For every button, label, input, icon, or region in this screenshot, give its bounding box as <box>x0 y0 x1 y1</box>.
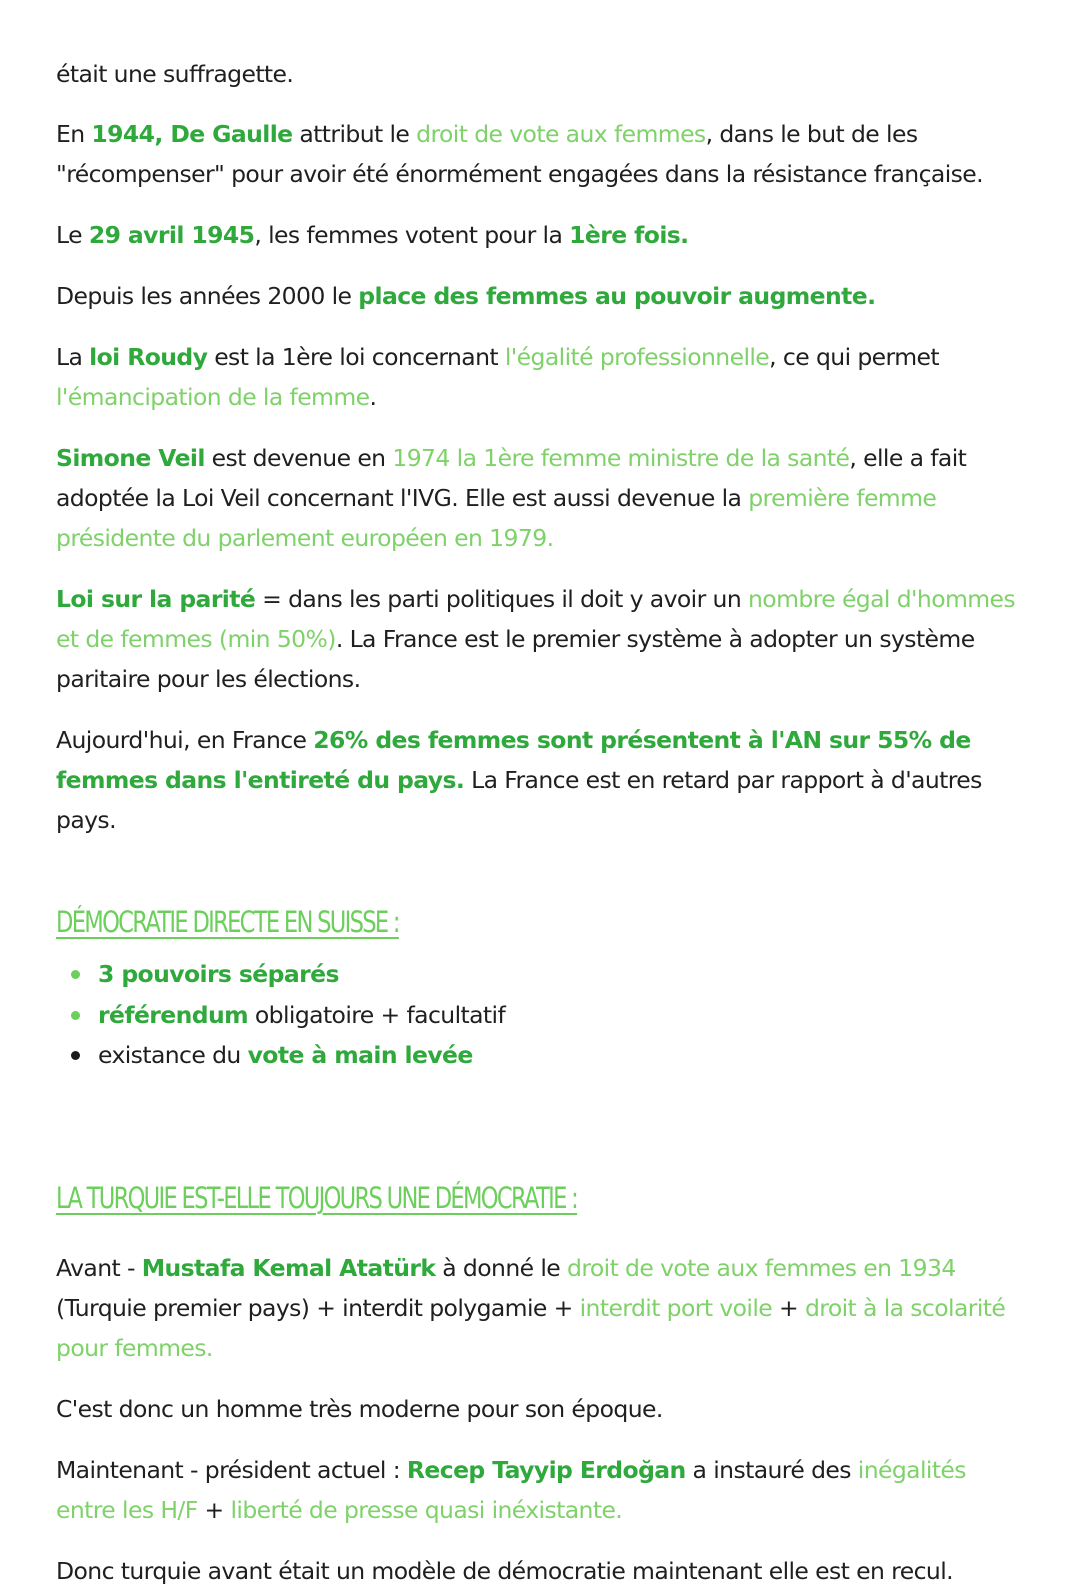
list-item <box>56 954 1031 995</box>
text: + <box>772 1293 805 1322</box>
bullet-icon <box>71 970 80 979</box>
highlight-liberte-presse: liberté de presse quasi inéxistante. <box>230 1495 623 1524</box>
highlight-scolarite: droit à la scolarité pour femmes. <box>56 1293 1006 1362</box>
text: Maintenant - président actuel : <box>56 1455 407 1484</box>
paragraph-ataturk <box>56 1248 1031 1368</box>
text: . La France est le premier système à adopter un système paritaire pour les élections. <box>56 625 975 693</box>
paragraph-erdogan <box>56 1450 1031 1530</box>
highlight-port-voile: interdit port voile <box>579 1293 773 1322</box>
highlight-loi-parite: Loi sur la parité <box>56 585 256 613</box>
text: Avant - <box>56 1253 142 1282</box>
heading-turquie: LA TURQUIE EST-ELLE TOUJOURS UNE DÉMOCRATIE : <box>56 1180 578 1215</box>
highlight-erdogan: Recep Tayyip Erdoğan <box>406 1455 686 1484</box>
paragraph-de-gaulle <box>56 114 1031 194</box>
paragraph-aujourdhui <box>56 720 1031 840</box>
heading-democratie-suisse: DÉMOCRATIE DIRECTE EN SUISSE : <box>56 905 399 939</box>
paragraph-parite <box>56 579 1031 699</box>
highlight-parlement-europeen: première femme présidente du parlement européen en 1979. <box>56 484 937 552</box>
highlight-premiere-fois: 1ère fois. <box>569 221 689 249</box>
paragraph-29-avril <box>56 215 1031 255</box>
text: = dans les parti politiques il doit y avoir un <box>255 585 748 613</box>
text: à donné le <box>435 1253 567 1282</box>
highlight-vote-femmes: droit de vote aux femmes <box>416 120 706 148</box>
highlight-item: 3 pouvoirs séparés <box>98 960 339 988</box>
highlight-pourcentages: 26% des femmes sont présentent à l'AN sur 55% de femmes dans l'entireté du pays. <box>56 726 971 794</box>
paragraph-suffragette <box>56 54 1031 94</box>
list-suisse <box>56 954 1031 1076</box>
text: , les femmes votent pour la <box>254 221 570 249</box>
text: C'est donc un homme très moderne pour son époque. <box>56 1394 663 1423</box>
text: existance du <box>98 1041 248 1069</box>
list-item <box>56 1035 1031 1076</box>
text: est la 1ère loi concernant <box>207 343 505 371</box>
paragraph-homme-moderne <box>56 1389 1031 1429</box>
bullet-icon <box>71 1051 80 1060</box>
highlight-item: vote à main levée <box>247 1041 473 1069</box>
text: Depuis les années 2000 le <box>56 282 359 310</box>
paragraph-conclusion <box>56 1551 1031 1591</box>
text: . <box>369 383 377 411</box>
text: Aujourd'hui, en France <box>56 726 314 754</box>
text: est devenue en <box>204 444 393 472</box>
highlight-place-femmes: place des femmes au pouvoir augmente. <box>358 282 876 310</box>
text: Donc turquie avant était un modèle de démocratie maintenant elle est en recul. <box>56 1556 953 1585</box>
paragraph-annees-2000 <box>56 276 1031 316</box>
text: , elle a fait adoptée la Loi Veil concernant l'IVG. Elle est aussi devenue la <box>56 444 967 512</box>
text: La <box>56 343 90 371</box>
highlight-ataturk: Mustafa Kemal Atatürk <box>141 1253 436 1282</box>
text: a instauré des <box>685 1455 858 1484</box>
text: Le <box>56 221 89 249</box>
highlight-loi-roudy: loi Roudy <box>89 343 208 371</box>
text: (Turquie premier pays) + interdit polygamie + <box>56 1293 580 1322</box>
text: En <box>56 120 92 148</box>
text: + <box>197 1495 231 1524</box>
text: attribut le <box>292 120 417 148</box>
paragraph-loi-roudy <box>56 337 1031 417</box>
bullet-icon <box>71 1011 80 1020</box>
text: La France est en retard par rapport à d'autres pays. <box>56 766 982 834</box>
list-item <box>56 995 1031 1036</box>
highlight-date-person: 1944, De Gaulle <box>91 120 293 148</box>
paragraph-simone-veil <box>56 438 1031 558</box>
text: obligatoire + facultatif <box>248 1000 506 1029</box>
highlight-vote-1934: droit de vote aux femmes en 1934 <box>567 1253 956 1282</box>
highlight-date: 29 avril 1945 <box>88 221 255 249</box>
notes-page <box>56 54 1031 1591</box>
highlight-ministre-sante: 1974 la 1ère femme ministre de la santé <box>392 444 850 472</box>
highlight-inegalites: inégalités entre les H/F <box>56 1455 966 1524</box>
text: , dans le but de les "récompenser" pour avoir été énormément engagées dans la résistance française. <box>56 120 984 188</box>
highlight-simone-veil: Simone Veil <box>56 444 205 472</box>
highlight-nombre-egal: nombre égal d'hommes et de femmes (min 50%) <box>56 585 1016 653</box>
text: était une suffragette. <box>56 60 294 88</box>
highlight-item: référendum <box>98 1000 248 1029</box>
highlight-egalite-pro: l'égalité professionnelle <box>504 343 770 371</box>
text: , ce qui permet <box>769 343 939 371</box>
highlight-emancipation: l'émancipation de la femme <box>56 383 370 411</box>
